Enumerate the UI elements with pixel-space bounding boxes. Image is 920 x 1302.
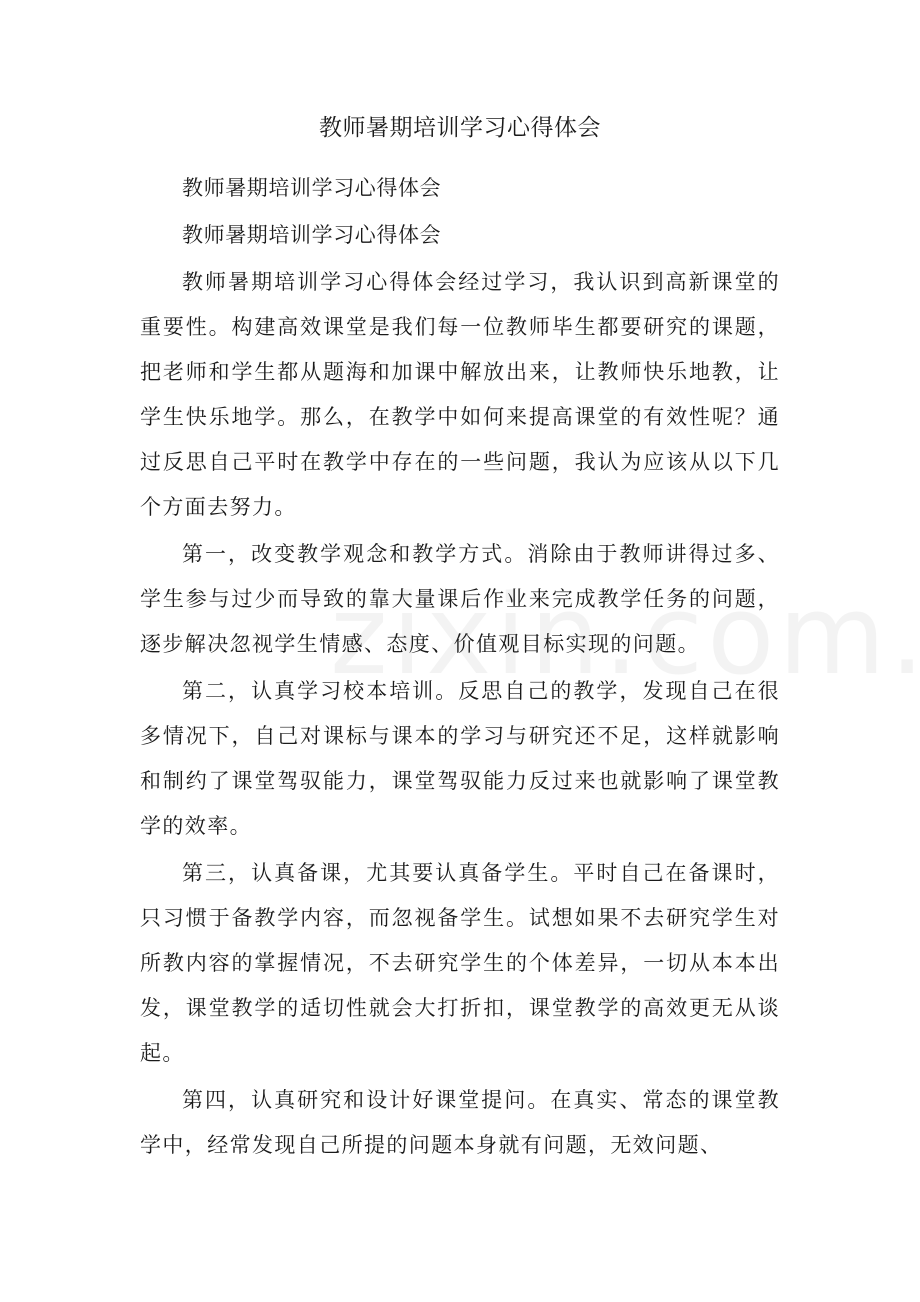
- paragraph: 教师暑期培训学习心得体会经过学习，我认识到高新课堂的重要性。构建高效课堂是我们每一位教师毕生都要研究的课题，把老师和学生都从题海和加课中解放出来，让教师快乐地教，让学生快乐地学。那么，在教学中如何来提高课堂的有效性呢？通过反思自己平时在教学中存在的一些问题，我认为应该从以下几个方面去努力。: [140, 270, 780, 519]
- document-body: [140, 166, 780, 1168]
- document-title: 教师暑期培训学习心得体会: [319, 115, 601, 141]
- paragraph: 第四，认真研究和设计好课堂提问。在真实、常态的课堂教学中，经常发现自己所提的问题本身就有问题，无效问题、: [140, 1088, 780, 1157]
- paragraph: 第二，认真学习校本培训。反思自己的教学，发现自己在很多情况下，自己对课标与课本的学习与研究还不足，这样就影响和制约了课堂驾驭能力，课堂驾驭能力反过来也就影响了课堂教学的效率。: [140, 679, 780, 838]
- paragraph: 第三，认真备课，尤其要认真备学生。平时自己在备课时，只习惯于备教学内容，而忽视备学生。试想如果不去研究学生对所教内容的掌握情况，不去研究学生的个体差异，一切从本本出发，课堂教学的适切性就会大打折扣，课堂教学的高效更无从谈起。: [140, 861, 780, 1065]
- paragraph: 第一，改变教学观念和教学方式。消除由于教师讲得过多、学生参与过少而导致的靠大量课后作业来完成教学任务的问题，逐步解决忽视学生情感、态度、价值观目标实现的问题。: [140, 542, 780, 656]
- paragraph: 教师暑期培训学习心得体会: [182, 176, 442, 200]
- paragraph: 教师暑期培训学习心得体会: [182, 223, 442, 247]
